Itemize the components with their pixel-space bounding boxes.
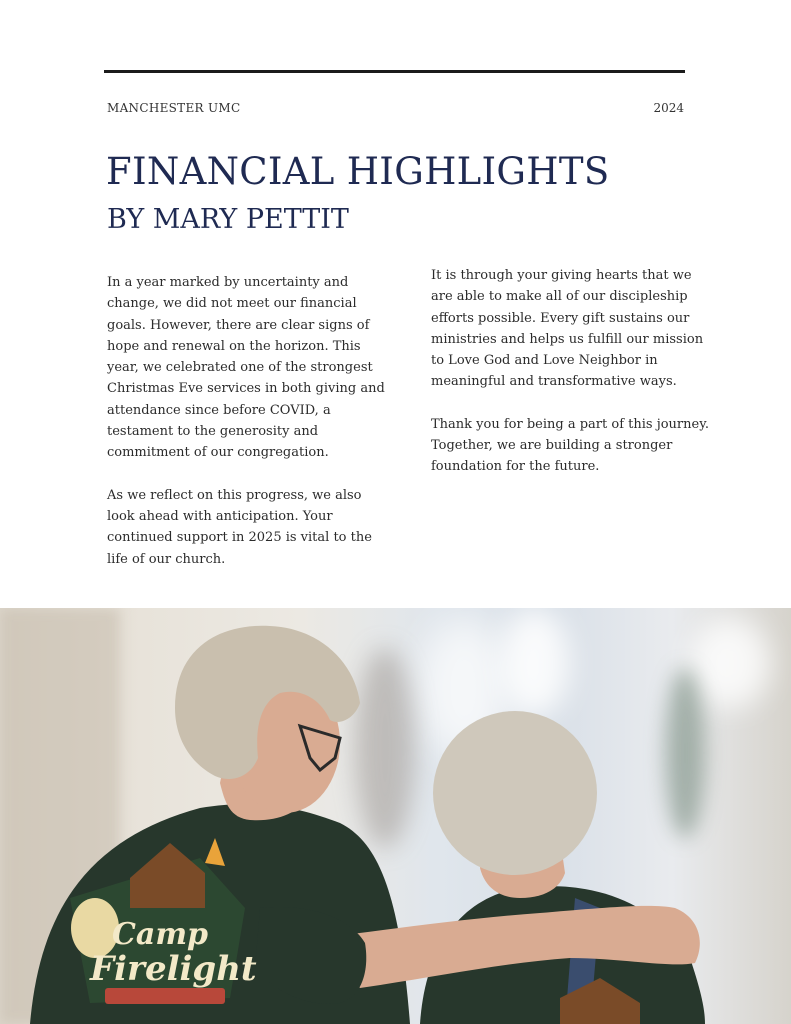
organization-name: MANCHESTER UMC bbox=[107, 101, 241, 115]
paragraph: Thank you for being a part of this journey. Together, we are building a stronger foundation for the future. bbox=[431, 416, 709, 475]
paragraph: As we reflect on this progress, we also look ahead with anticipation. Your continued support in 2025 is vital to the life of our church. bbox=[107, 487, 372, 567]
paragraph: In a year marked by uncertainty and change, we did not meet our financial goals. However, there are clear signs of hope and renewal on the horizon. This year, we celebrated one of the strongest Christmas Eve services in both giving and attendance since before COVID, a testament to the generosity and commitment of our congregation. bbox=[107, 275, 385, 461]
right-column bbox=[431, 265, 711, 499]
top-rule bbox=[104, 70, 685, 73]
photo-two-women-embracing bbox=[0, 608, 791, 1024]
shirt-logo-line1: Camp bbox=[112, 917, 209, 952]
right-person-hair bbox=[433, 711, 597, 875]
author-byline: BY MARY PETTIT bbox=[107, 204, 349, 235]
people-illustration bbox=[0, 608, 791, 1024]
year-label: 2024 bbox=[653, 101, 684, 115]
paragraph: It is through your giving hearts that we are able to make all of our discipleship efforts possible. Every gift sustains our ministries and helps us fulfill our mission to Love God and Love Neighbor in meaningful and transformative ways. bbox=[431, 268, 704, 390]
page-title: FINANCIAL HIGHLIGHTS bbox=[106, 150, 610, 193]
left-column bbox=[107, 272, 389, 591]
shirt-logo-line2: Firelight bbox=[90, 949, 257, 989]
